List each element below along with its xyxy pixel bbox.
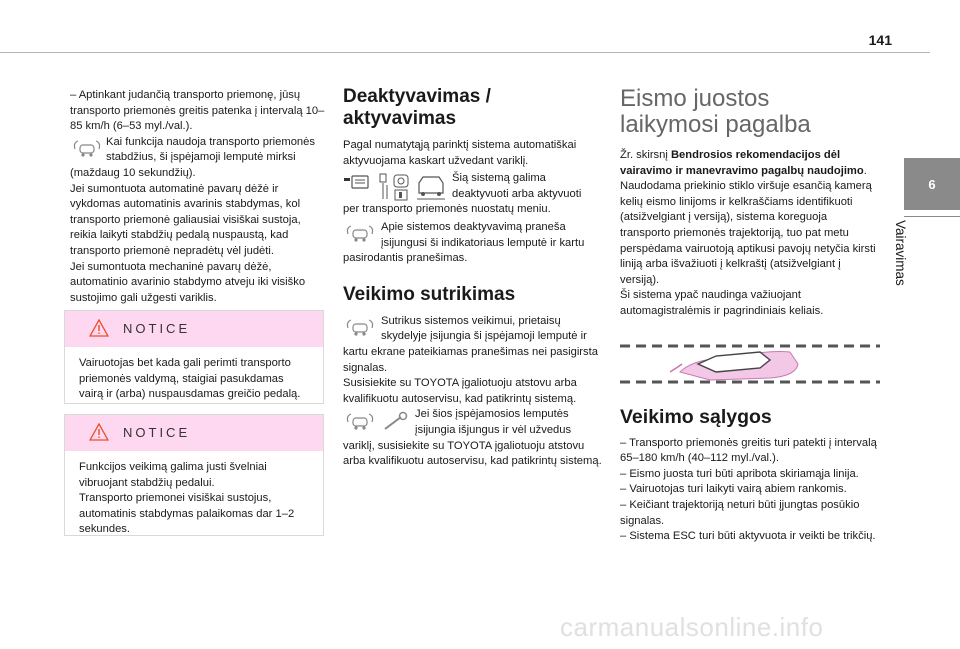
paragraph: Susisiekite su TOYOTA įgaliotuoju atstovu arba kvalifikuotu autoservisu, kad patikrintų sistemą. xyxy=(343,377,577,405)
tab-rule xyxy=(904,216,960,217)
paragraph: Apie sistemos deaktyvavimą praneša įsijungusi ši indikatoriaus lemputė ir kartu xyxy=(381,220,585,249)
page-number: 141 xyxy=(868,32,892,48)
paragraph: Jei sumontuota mechaninė pavarų dėžė, automatinio avarinio stabdymo atveju iki visiško sustojimo gali užgesti variklis. xyxy=(70,260,306,304)
collision-warning-icon xyxy=(345,318,375,338)
paragraph: Jei sumontuota automatinė pavarų dėžė ir vykdomas automatinis avarinis stabdymas, kol transporto priemonė galiausiai visiškai sustoja, reikia laikyti stabdžių pedalą nuspaustą, kad transporto priemonė nepradėtų vėl judėti. xyxy=(70,182,301,257)
paragraph: per transporto priemonės nuostatų meniu. xyxy=(343,203,551,216)
paragraph: Šią sistemą galima deaktyvuoti arba aktyvuoti xyxy=(452,172,582,200)
column-1 xyxy=(70,88,328,306)
section-heading: Deaktyvavimas / aktyvavimas xyxy=(343,86,491,129)
list-item: – Eismo juosta turi būti apribota skiriamąja linija. xyxy=(620,467,859,480)
notice-label: NOTICE xyxy=(123,321,191,336)
paragraph: pasirodantis pranešimas. xyxy=(343,252,468,265)
paragraph: Ši sistema ypač naudinga važiuojant automagistralėmis ir pagrindiniais keliais. xyxy=(620,289,824,317)
list-item: – Transporto priemonės greitis turi patekti į intervalą 65–180 km/h (40–112 myl./val.). xyxy=(620,436,877,465)
notice-box xyxy=(64,414,324,536)
warning-triangle-icon xyxy=(89,319,109,337)
list-item: – Sistema ESC turi būti aktyvuota ir veikti be trikčių. xyxy=(620,530,876,543)
paragraph: (maždaug 10 sekundžių). xyxy=(70,166,196,179)
icon-paragraph xyxy=(343,314,603,345)
paragraph: Sutrikus sistemos veikimui, prietaisų skydelyje įsijungia ši įspėjamoji lemputė ir xyxy=(381,314,587,343)
top-rule xyxy=(0,52,930,53)
conditions-list xyxy=(620,436,880,545)
paragraph: variklį, susisiekite su TOYOTA įgaliotuoju atstovu arba kvalifikuotu autoservisu, kad patikrintų sistemą. xyxy=(343,439,602,468)
paragraph: – Aptinkant judančią transporto priemonę, jūsų transporto priemonės greitis patenka į intervalą 10–85 km/h (6–53 myl./val.). xyxy=(70,89,325,133)
icon-paragraph xyxy=(343,220,603,251)
section-heading: Veikimo sutrikimas xyxy=(343,283,516,305)
icon-paragraph xyxy=(70,135,328,166)
list-item: – Vairuotojas turi laikyti vairą abiem rankomis. xyxy=(620,483,847,496)
icon-paragraph xyxy=(343,407,603,438)
notice-text: Transporto priemonei visiškai sustojus, automatinis stabdymas palaikomas dar 1–2 sekundes. xyxy=(79,492,295,536)
wrench-icon xyxy=(345,411,411,433)
watermark: carmanualsonline.info xyxy=(560,612,824,642)
section-heading: Veikimo sąlygos xyxy=(620,405,772,428)
paragraph: Jei šios įspėjamosios lemputės įsijungia išjungus ir vėl užvedus xyxy=(415,408,572,436)
warning-triangle-icon xyxy=(89,423,109,441)
notice-header xyxy=(65,415,323,451)
paragraph: kartu ekrane pateikiamas pranešimas nei pasigirsta signalas. xyxy=(343,345,598,374)
notice-text: Funkcijos veikimą galima justi švelniai vibruojant stabdžių pedalui. xyxy=(79,461,267,489)
steering-wheel-settings-icon xyxy=(343,173,449,203)
paragraph: Naudodama priekinio stiklo viršuje esančią kamerą kelių eismo linijoms ir kelkraščiams identifikuoti (atsižvelgiant į versiją), sistema koreguoja transporto priemonės trajektoriją, tuo pat metu perspėdama vairuotoją aptikusi pavojų netyčia kirsti liniją arba išvažiuoti į kelkraštį (atsižvelgiant į versiją). xyxy=(620,180,876,286)
notice-label: NOTICE xyxy=(123,425,191,440)
reference-paragraph: Žr. skirsnį Bendrosios rekomendacijos dėl vairavimo ir manevravimo pagalbų naudojimo. xyxy=(620,149,867,177)
chapter-tab[interactable]: 6 xyxy=(904,158,960,210)
chapter-title: Vairavimas xyxy=(893,220,908,286)
section-title: Eismo juostos laikymosi pagalba xyxy=(620,85,811,138)
list-item: – Keičiant trajektoriją neturi būti įjungtas posūkio signalas. xyxy=(620,498,860,527)
notice-header xyxy=(65,311,323,347)
column-2 xyxy=(343,86,603,470)
notice-box xyxy=(64,310,324,404)
paragraph: Kai funkcija naudoja transporto priemonės stabdžius, ši įspėjamoji lemputė mirksi xyxy=(106,135,315,164)
column-3 xyxy=(620,86,880,545)
lane-assist-diagram xyxy=(620,334,880,394)
collision-warning-icon xyxy=(72,139,102,159)
collision-warning-icon xyxy=(345,224,375,244)
notice-text: Vairuotojas bet kada gali perimti transporto priemonės valdymą, staigiai pasukdamas vairą ir (arba) nuspausdamas greičio pedalą. xyxy=(79,357,301,401)
icon-paragraph xyxy=(343,171,603,202)
paragraph: Pagal numatytąją parinktį sistema automatiškai aktyvuojama kaskart užvedant variklį. xyxy=(343,139,577,167)
